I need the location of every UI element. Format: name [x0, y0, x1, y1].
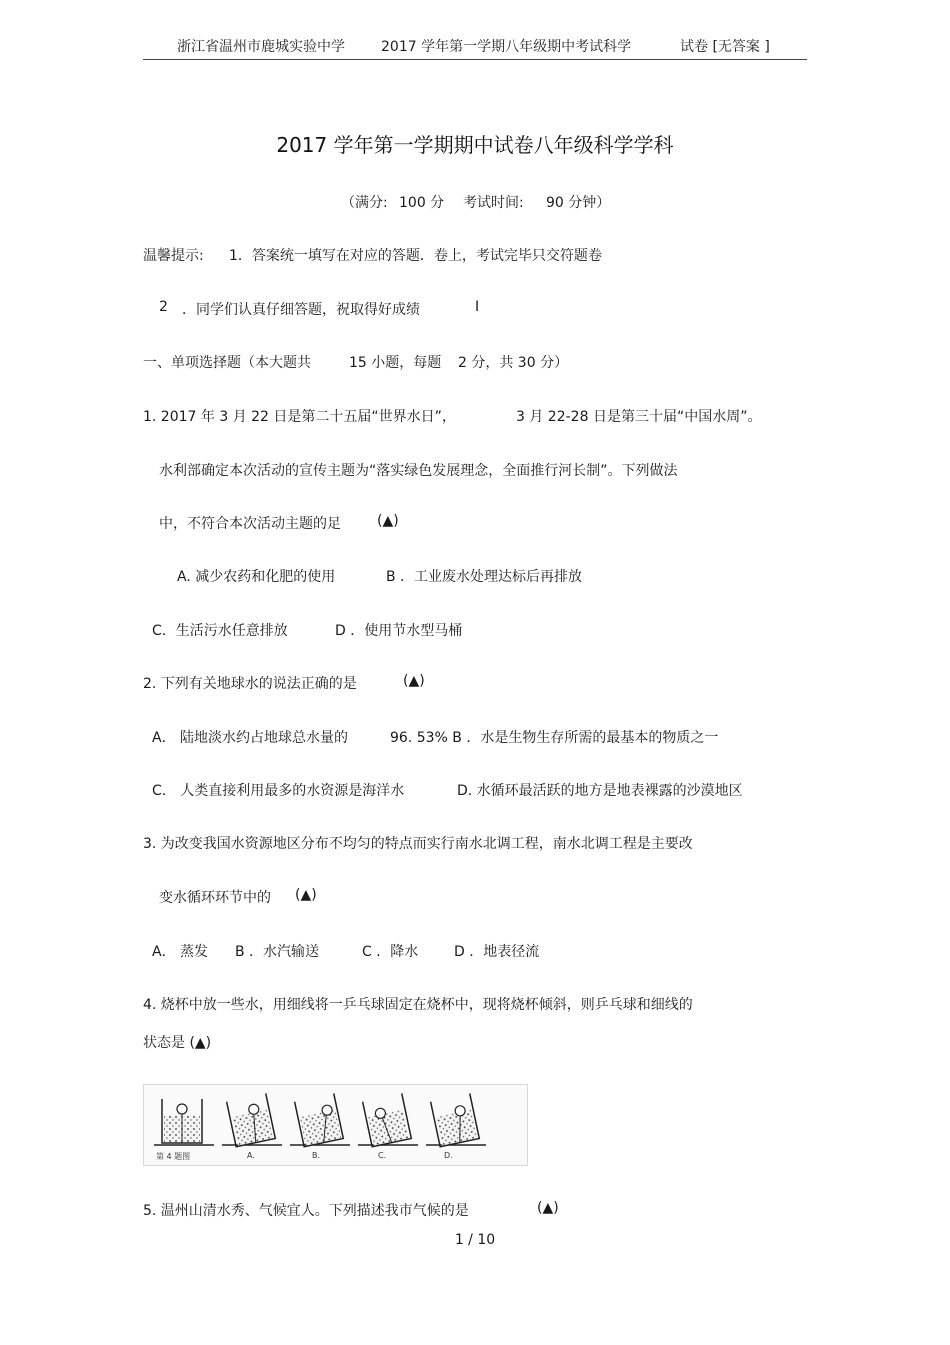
q5-stem: 5. 温州山清水秀、气候宜人。下列描述我市气候的是: [143, 1203, 469, 1219]
q2-stem: 2. 下列有关地球水的说法正确的是: [143, 676, 357, 692]
q5-answer-mark: (▲): [537, 1200, 559, 1216]
beaker-option-a: [227, 1093, 276, 1146]
q1-option-c: C．生活污水任意排放: [152, 623, 288, 639]
q2-option-a-b: 96. 53% B ．水是生物生存所需的最基本的物质之一: [390, 730, 719, 746]
time: 90 分钟）: [546, 195, 611, 211]
q4-figure: [143, 1084, 528, 1166]
full-score: 100 分: [399, 195, 445, 211]
q4-line1: 4. 烧杯中放一些水，用细线将一乒乓球固定在烧杯中，现将烧杯倾斜，则乒乓球和细线的: [143, 997, 693, 1013]
beaker-option-d: [431, 1093, 480, 1146]
beaker-diagram: [144, 1085, 527, 1165]
q3-answer-mark: (▲): [295, 887, 317, 903]
section-1-title-b: 15 小题，每题: [349, 355, 442, 371]
header-note: 试卷 [无答案 ]: [680, 39, 770, 55]
page-title: 2017 学年第一学期期中试卷八年级科学学科: [276, 133, 674, 157]
figure-label-c: C.: [378, 1151, 387, 1160]
full-score-label: （满分:: [341, 195, 388, 211]
header-rule: [143, 59, 807, 60]
header-exam: 2017 学年第一学期八年级期中考试科学: [381, 39, 632, 55]
figure-label-b: B.: [312, 1151, 321, 1160]
q1-line1-b: 3 月 22-28 日是第三十届“中国水周”。: [516, 409, 762, 425]
q1-option-b: B ．工业废水处理达标后再排放: [386, 569, 583, 585]
beaker-upright: [162, 1099, 202, 1143]
q3-option-b: B ．水汽输送: [235, 944, 320, 960]
q1-option-a: A. 减少农药和化肥的使用: [177, 569, 336, 585]
beaker-option-b: [295, 1093, 344, 1146]
figure-label-d: D.: [444, 1151, 453, 1160]
tip-1: 1．答案统一填写在对应的答题．卷上，考试完毕只交符题卷: [229, 248, 602, 264]
q3-option-a: A． 蒸发: [152, 944, 209, 960]
q1-line1-a: 1. 2017 年 3 月 22 日是第二十五届“世界水日”，: [143, 409, 456, 425]
q4-line2: 状态是 (▲): [143, 1035, 212, 1051]
q2-answer-mark: (▲): [403, 673, 425, 689]
q3-option-c: C ．降水: [362, 944, 419, 960]
tip-2-number: 2: [159, 299, 168, 315]
beaker-option-c: [363, 1093, 412, 1146]
q2-option-d: D. 水循环最活跃的地方是地表裸露的沙漠地区: [457, 783, 743, 799]
page-number: 1 / 10: [454, 1232, 496, 1248]
section-1-title-c: 2 分，共 30 分）: [458, 355, 569, 371]
tip-2-mark: I: [475, 299, 480, 315]
time-label: 考试时间:: [463, 195, 524, 211]
tip-2: ．同学们认真仔细答题，祝取得好成绩: [182, 302, 420, 318]
header-school: 浙江省温州市鹿城实验中学: [177, 39, 345, 55]
figure-label-a: A.: [247, 1151, 255, 1160]
q3-line1: 3. 为改变我国水资源地区分布不均匀的特点而实行南水北调工程，南水北调工程是主要改: [143, 836, 693, 852]
q1-answer-mark: (▲): [377, 513, 399, 529]
tips-label: 温馨提示:: [143, 248, 204, 264]
q1-line3: 中，不符合本次活动主题的足: [159, 516, 341, 532]
q1-line2: 水利部确定本次活动的宣传主题为“落实绿色发展理念，全面推行河长制”。下列做法: [159, 463, 678, 479]
q2-option-c: C． 人类直接利用最多的水资源是海洋水: [152, 783, 405, 799]
q3-option-d: D ．地表径流: [454, 944, 540, 960]
section-1-title-a: 一、单项选择题（本大题共: [143, 355, 311, 371]
figure-caption: 第 4 题图: [156, 1152, 191, 1161]
q2-option-a: A． 陆地淡水约占地球总水量的: [152, 730, 349, 746]
q3-line2: 变水循环环节中的: [159, 890, 271, 906]
q1-option-d: D ．使用节水型马桶: [335, 623, 463, 639]
